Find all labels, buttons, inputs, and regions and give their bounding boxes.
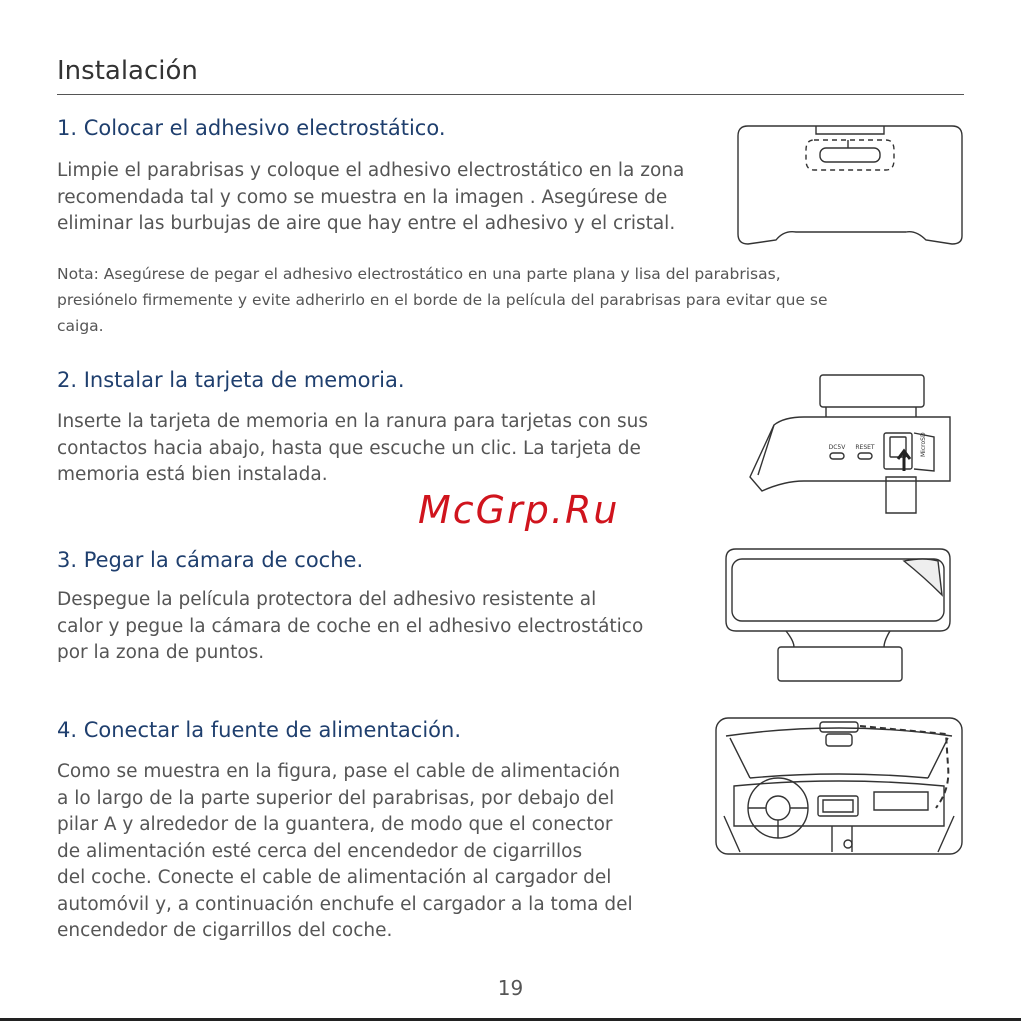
step-2-text <box>57 409 648 489</box>
camera-mount-illustration <box>724 547 952 683</box>
memory-card-illustration <box>744 373 956 515</box>
step-4-line-3: pilar A y alrededor de la guantera, de modo que el conector <box>57 814 613 835</box>
step-2-line-2: contactos hacia abajo, hasta que escuche un clic. La tarjeta de <box>57 437 641 459</box>
port-label-dc5v: DC5V <box>828 444 846 451</box>
step-3-text <box>57 587 643 667</box>
installation-note <box>57 261 828 339</box>
title-divider <box>57 94 964 95</box>
port-label-reset: RESET <box>855 444 875 451</box>
step-2-line-3: memoria está bien instalada. <box>57 464 328 485</box>
step-1-line-1: Limpie el parabrisas y coloque el adhesivo electrostático en la zona <box>57 160 685 181</box>
note-line-2: presiónelo firmemente y evite adherirlo en el borde de la película del parabrisas para evitar que se <box>57 291 828 309</box>
note-line-3: caiga. <box>57 317 104 335</box>
step-4-line-5: del coche. Conecte el cable de alimentación al cargador del <box>57 867 612 888</box>
step-1-text <box>57 158 684 238</box>
step-4-line-7: encendedor de cigarrillos del coche. <box>57 920 393 941</box>
note-line-1: Nota: Asegúrese de pegar el adhesivo electrostático en una parte plana y lisa del parabrisas, <box>57 265 781 283</box>
step-3-line-3: por la zona de puntos. <box>57 642 265 663</box>
step-4-text <box>57 759 633 945</box>
port-label-microsd: MicroSD <box>920 432 927 457</box>
watermark-text: McGrp.Ru <box>418 488 620 532</box>
step-3-line-1: Despegue la película protectora del adhesivo resistente al <box>57 589 597 610</box>
step-4-line-1: Como se muestra en la figura, pase el cable de alimentación <box>57 761 621 782</box>
step-1-heading: 1. Colocar el adhesivo electrostático. <box>57 116 446 140</box>
step-1-line-2: recomendada tal y como se muestra en la imagen . Asegúrese de <box>57 186 668 208</box>
step-3-line-2: calor y pegue la cámara de coche en el adhesivo electrostático <box>57 615 644 637</box>
step-3-heading: 3. Pegar la cámara de coche. <box>57 548 364 572</box>
step-2-heading: 2. Instalar la tarjeta de memoria. <box>57 368 405 392</box>
page-number: 19 <box>497 976 524 1000</box>
step-1-line-3: eliminar las burbujas de aire que hay entre el adhesivo y el cristal. <box>57 213 676 234</box>
step-4-line-4: de alimentación esté cerca del encendedor de cigarrillos <box>57 840 583 862</box>
step-4-line-2: a lo largo de la parte superior del parabrisas, por debajo del <box>57 787 615 809</box>
step-4-line-6: automóvil y, a continuación enchufe el cargador a la toma del <box>57 893 633 915</box>
page-title: Instalación <box>57 56 198 86</box>
step-2-line-1: Inserte la tarjeta de memoria en la ranura para tarjetas con sus <box>57 411 648 432</box>
car-interior-cable-illustration <box>714 716 964 856</box>
windshield-sticker-illustration <box>736 124 964 246</box>
step-4-heading: 4. Conectar la fuente de alimentación. <box>57 718 462 742</box>
